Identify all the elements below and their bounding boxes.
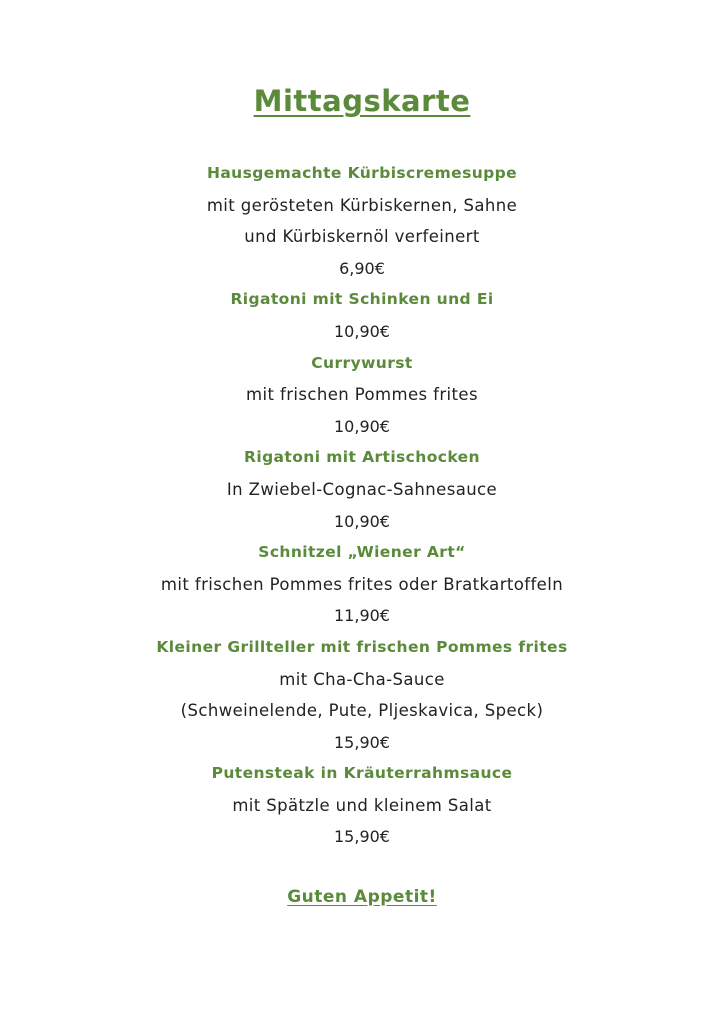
dish-item [0, 632, 724, 758]
dish-item [0, 348, 724, 443]
dish-price: 10,90€ [334, 321, 390, 341]
dish-description: (Schweinelende, Pute, Pljeskavica, Speck) [180, 701, 544, 721]
dish-name: Currywurst [311, 353, 413, 372]
dish-list [0, 158, 724, 853]
dish-price: 11,90€ [334, 606, 390, 626]
dish-price: 15,90€ [334, 827, 390, 847]
dish-description: In Zwiebel-Cognac-Sahnesauce [226, 479, 498, 499]
dish-name: Hausgemachte Kürbiscremesuppe [206, 164, 518, 182]
dish-price: 15,90€ [334, 732, 390, 752]
dish-item [0, 758, 724, 853]
dish-description: mit frischen Pommes frites oder Bratkartoffeln [160, 574, 564, 594]
dish-name: Kleiner Grillteller mit frischen Pommes frites [156, 637, 568, 656]
dish-item [0, 537, 724, 632]
dish-name: Putensteak in Kräuterrahmsauce [211, 764, 513, 783]
dish-description: mit gerösteten Kürbiskernen, Sahne [206, 195, 518, 215]
dish-price: 10,90€ [334, 511, 390, 531]
dish-name: Rigatoni mit Artischocken [244, 448, 480, 467]
closing-greeting: Guten Appetit! [287, 887, 437, 907]
dish-description: mit Spätzle und kleinem Salat [232, 795, 492, 815]
dish-item [0, 284, 724, 347]
dish-price: 10,90€ [334, 416, 390, 436]
dish-description: mit frischen Pommes frites [246, 385, 478, 405]
dish-name: Rigatoni mit Schinken und Ei [230, 290, 494, 309]
page-title: Mittagskarte [253, 84, 471, 118]
dish-name: Schnitzel „Wiener Art“ [258, 543, 466, 562]
dish-description: und Kürbiskernöl verfeinert [244, 227, 480, 247]
dish-price: 6,90€ [339, 258, 385, 278]
dish-item [0, 158, 724, 284]
dish-item [0, 442, 724, 537]
dish-description: mit Cha-Cha-Sauce [279, 669, 445, 689]
